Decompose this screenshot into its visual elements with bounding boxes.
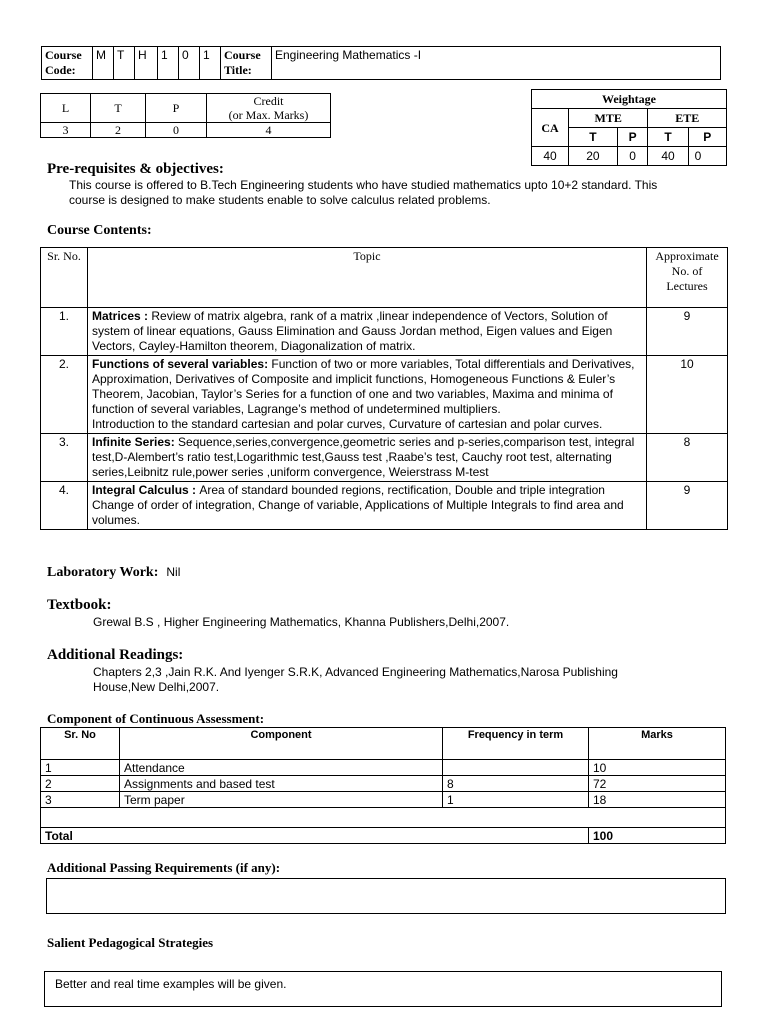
- course-title: Engineering Mathematics -I: [272, 47, 721, 80]
- assess-marks: 10: [589, 760, 726, 776]
- row-lectures: 9: [647, 308, 728, 356]
- contents-header-lectures: Approximate No. of Lectures: [647, 248, 728, 308]
- assess-spacer: [41, 808, 726, 828]
- row-lectures: 8: [647, 434, 728, 482]
- table-row: [41, 482, 728, 530]
- table-row: [41, 308, 728, 356]
- weightage-value: 40: [648, 147, 688, 166]
- additional-line: Chapters 2,3 ,Jain R.K. And Iyenger S.R.K, Advanced Engineering Mathematics,Narosa Publishing: [93, 665, 618, 679]
- row-topic-title: Integral Calculus :: [92, 483, 200, 497]
- row-topic: [88, 434, 647, 482]
- lab-heading: Laboratory Work:: [47, 565, 159, 580]
- table-row-empty: [41, 808, 726, 828]
- additional-line: House,New Delhi,2007.: [93, 680, 220, 694]
- passing-box: [46, 878, 726, 914]
- table-row: [41, 776, 726, 792]
- ltp-table: [40, 93, 331, 138]
- additional-text: [93, 665, 713, 695]
- weightage-sub-t: T: [569, 128, 618, 147]
- contents-header-sr: Sr. No.: [41, 248, 88, 308]
- assess-header-component: Component: [120, 728, 443, 760]
- course-code-char: H: [135, 47, 158, 80]
- row-topic: [88, 308, 647, 356]
- course-code-char: 1: [158, 47, 179, 80]
- row-topic: [88, 482, 647, 530]
- row-sr: 1.: [41, 308, 88, 356]
- contents-header-topic: Topic: [88, 248, 647, 308]
- assess-component: Attendance: [120, 760, 443, 776]
- textbook-text: Grewal B.S , Higher Engineering Mathematics, Khanna Publishers,Delhi,2007.: [93, 615, 510, 629]
- passing-heading: Additional Passing Requirements (if any):: [47, 860, 281, 875]
- assess-marks: 72: [589, 776, 726, 792]
- table-row: [41, 356, 728, 434]
- weightage-table: [531, 89, 727, 166]
- assess-total-label: Total: [41, 828, 589, 844]
- course-code-char: 0: [179, 47, 200, 80]
- assessment-table: [40, 727, 726, 844]
- assess-frequency: [443, 760, 589, 776]
- weightage-ete: ETE: [648, 109, 727, 128]
- course-code-char: M: [93, 47, 114, 80]
- table-row: [41, 760, 726, 776]
- weightage-ca: CA: [532, 109, 569, 147]
- weightage-value: 20: [569, 147, 618, 166]
- ltp-value-l: 3: [41, 123, 91, 138]
- assess-marks: 18: [589, 792, 726, 808]
- row-topic-text: Introduction to the standard cartesian and polar curves, Curvature of cartesian and polar curves.: [92, 417, 603, 431]
- row-topic-title: Functions of several variables:: [92, 357, 272, 371]
- row-topic-title: Matrices :: [92, 309, 152, 323]
- ltp-value-p: 0: [146, 123, 207, 138]
- weightage-value: 40: [532, 147, 569, 166]
- pedagogy-text: Better and real time examples will be given.: [55, 977, 287, 991]
- lab-section: [47, 563, 180, 581]
- row-topic-text: Area of standard bounded regions, rectification, Double and triple integration Change of order of integration, Change of variable, Applications of Multiple Integrals to find area and volumes.: [92, 483, 624, 527]
- prereq-heading: Pre-requisites & objectives:: [47, 161, 224, 177]
- table-row: [41, 434, 728, 482]
- assess-total-value: 100: [589, 828, 726, 844]
- course-code-char: 1: [200, 47, 221, 80]
- course-code-char: T: [114, 47, 135, 80]
- weightage-mte: MTE: [569, 109, 648, 128]
- row-lectures: 10: [647, 356, 728, 434]
- assess-frequency: 1: [443, 792, 589, 808]
- prereq-line: This course is offered to B.Tech Engineering students who have studied mathematics upto 10+2 standard. This: [69, 178, 658, 192]
- credit-label: Credit: [253, 94, 284, 108]
- weightage-value: 0: [688, 147, 726, 166]
- assess-sr: 2: [41, 776, 120, 792]
- row-topic-text: Function of two or more variables, Total differentials and Derivatives, Approximation, Derivatives of Composite and implicit functions, Homogeneous Functions & Euler’s Theorem, Jacobian, Taylor’s Series for a function of one and two variables, Maxima and minima of function of several variables, Lagrange’s method of undetermined multipliers.: [92, 357, 635, 416]
- prereq-text: [69, 178, 729, 208]
- lab-value: Nil: [166, 565, 181, 579]
- ltp-header-p: P: [146, 94, 207, 123]
- row-lectures: 9: [647, 482, 728, 530]
- pedagogy-box: [44, 971, 722, 1007]
- assess-component: Assignments and based test: [120, 776, 443, 792]
- row-topic: [88, 356, 647, 434]
- weightage-sub-p: P: [617, 128, 648, 147]
- assess-sr: 1: [41, 760, 120, 776]
- assess-header-frequency: Frequency in term: [443, 728, 589, 760]
- weightage-sub-p: P: [688, 128, 726, 147]
- row-sr: 4.: [41, 482, 88, 530]
- row-sr: 3.: [41, 434, 88, 482]
- weightage-sub-t: T: [648, 128, 688, 147]
- ltp-header-credit: [207, 94, 331, 123]
- credit-sublabel: (or Max. Marks): [228, 108, 309, 122]
- row-topic-text: Review of matrix algebra, rank of a matrix ,linear independence of Vectors, Solution of system of linear equations, Gauss Elimination and Gauss Jordan method, Eigen values and Eigen Vectors, Cayley-Hamilton theorem, Diagonalization of matrix.: [92, 309, 613, 353]
- course-title-label: Course Title:: [221, 47, 272, 80]
- assess-sr: 3: [41, 792, 120, 808]
- ltp-value-credit: 4: [207, 123, 331, 138]
- table-row: [41, 792, 726, 808]
- ltp-value-t: 2: [91, 123, 146, 138]
- weightage-title: Weightage: [532, 90, 727, 109]
- row-topic-title: Infinite Series:: [92, 435, 179, 449]
- assess-component: Term paper: [120, 792, 443, 808]
- row-topic-text: Sequence,series,convergence,geometric series and p-series,comparison test, integral test,D-Alembert’s ratio test,Logarithmic test,Gauss test ,Raabe’s test, Cauchy root test, alternating series,Leibnitz rule,power series ,uniform convergence, Weierstrass M-test: [92, 435, 635, 479]
- ltp-header-t: T: [91, 94, 146, 123]
- table-row-total: [41, 828, 726, 844]
- course-code-table: [41, 46, 721, 80]
- row-sr: 2.: [41, 356, 88, 434]
- contents-heading: Course Contents:: [47, 223, 152, 238]
- prereq-line: course is designed to make students enable to solve calculus related problems.: [69, 193, 491, 207]
- course-code-label: Course Code:: [42, 47, 93, 80]
- ltp-header-l: L: [41, 94, 91, 123]
- assessment-heading: Component of Continuous Assessment:: [47, 711, 265, 726]
- assess-header-sr: Sr. No: [41, 728, 120, 760]
- course-contents-table: [40, 247, 728, 530]
- textbook-heading: Textbook:: [47, 597, 112, 613]
- assess-frequency: 8: [443, 776, 589, 792]
- additional-heading: Additional Readings:: [47, 647, 184, 663]
- assess-header-marks: Marks: [589, 728, 726, 760]
- weightage-value: 0: [617, 147, 648, 166]
- pedagogy-heading: Salient Pedagogical Strategies: [47, 935, 214, 950]
